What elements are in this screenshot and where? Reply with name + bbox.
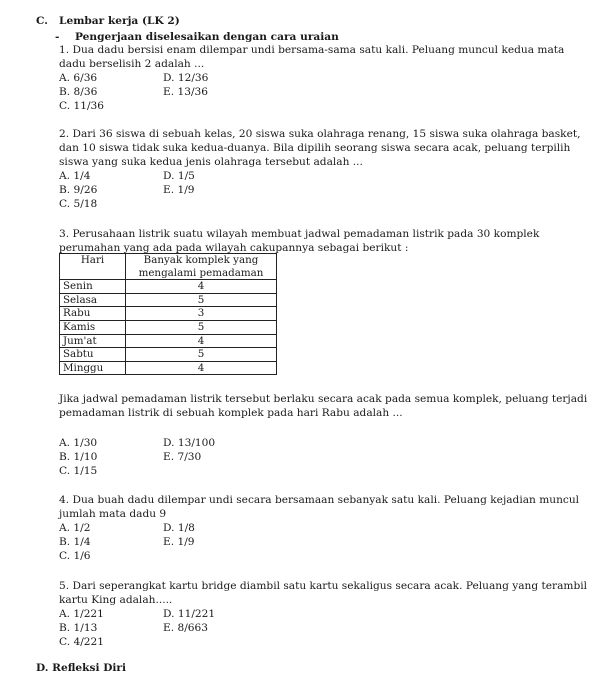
table-row: [60, 280, 277, 294]
table-row: [60, 348, 277, 362]
column-header-count-line2: mengalami pemadaman: [138, 266, 264, 279]
day-cell: Senin: [60, 280, 126, 294]
day-cell: Kamis: [60, 320, 126, 334]
table-row: [60, 334, 277, 348]
table-header-row: [60, 254, 277, 280]
section-subtitle: Pengerjaan diselesaikan dengan cara uraian: [75, 31, 339, 43]
option-c: C. 11/36: [59, 100, 104, 112]
count-cell: 5: [126, 320, 277, 334]
question-text: pemadaman listrik di sebuah komplek pada hari Rabu adalah ...: [59, 407, 403, 419]
next-section-title: D. Refleksi Diri: [36, 662, 127, 674]
option-d: D. 11/221: [163, 608, 216, 620]
option-d: D. 12/36: [163, 72, 209, 84]
day-cell: Rabu: [60, 307, 126, 321]
bullet: -: [55, 31, 60, 43]
question-text: dan 10 siswa tidak suka kedua-duanya. Bila dipilih seorang siswa secara acak, peluang terpilih: [59, 142, 571, 154]
question-text: 1. Dua dadu bersisi enam dilempar undi bersama-sama satu kali. Peluang muncul kedua mata: [59, 44, 565, 56]
question-text: dadu berselisih 2 adalah ...: [59, 58, 205, 70]
table-row: [60, 293, 277, 307]
question-text: Jika jadwal pemadaman listrik tersebut berlaku secara acak pada semua komplek, peluang terjadi: [59, 393, 588, 405]
question-text: perumahan yang ada pada wilayah cakupannya sebagai berikut :: [59, 242, 409, 254]
column-header-count-line1: Banyak komplek yang: [143, 254, 259, 266]
option-c: C. 1/15: [59, 465, 98, 477]
option-c: C. 4/221: [59, 636, 104, 648]
day-cell: Minggu: [60, 361, 126, 375]
question-text: 4. Dua buah dadu dilempar undi secara bersamaan sebanyak satu kali. Peluang kejadian muncul: [59, 494, 580, 506]
question-text: jumlah mata dadu 9: [59, 508, 167, 520]
option-d: D. 13/100: [163, 437, 216, 449]
option-b: B. 8/36: [59, 86, 98, 98]
option-d: D. 1/5: [163, 170, 195, 182]
day-cell: Sabtu: [60, 348, 126, 362]
question-text: kartu King adalah.....: [59, 594, 173, 606]
option-e: E. 7/30: [163, 451, 202, 463]
section-label: C.: [36, 15, 48, 27]
schedule-table: [59, 253, 277, 375]
question-text: 3. Perusahaan listrik suatu wilayah membuat jadwal pemadaman listrik pada 30 komplek: [59, 228, 540, 240]
table-row: [60, 307, 277, 321]
option-c: C. 1/6: [59, 550, 91, 562]
count-cell: 4: [126, 361, 277, 375]
section-title: Lembar kerja (LK 2): [59, 15, 180, 27]
table-row: [60, 361, 277, 375]
option-b: B. 1/4: [59, 536, 91, 548]
count-cell: 5: [126, 348, 277, 362]
day-cell: Jum'at: [60, 334, 126, 348]
option-e: E. 1/9: [163, 536, 195, 548]
option-e: E. 13/36: [163, 86, 208, 98]
question-text: 5. Dari seperangkat kartu bridge diambil satu kartu sekaligus secara acak. Peluang yang terambil: [59, 580, 588, 592]
count-cell: 5: [126, 293, 277, 307]
count-cell: 3: [126, 307, 277, 321]
option-a: A. 1/2: [59, 522, 91, 534]
question-text: siswa yang suka kedua jenis olahraga tersebut adalah ...: [59, 156, 363, 168]
question-text: 2. Dari 36 siswa di sebuah kelas, 20 siswa suka olahraga renang, 15 siswa suka olahraga basket,: [59, 128, 581, 140]
option-b: B. 1/13: [59, 622, 98, 634]
option-b: B. 9/26: [59, 184, 98, 196]
option-a: A. 1/221: [59, 608, 104, 620]
option-b: B. 1/10: [59, 451, 98, 463]
count-cell: 4: [126, 280, 277, 294]
option-a: A. 1/4: [59, 170, 91, 182]
option-a: A. 6/36: [59, 72, 98, 84]
option-a: A. 1/30: [59, 437, 98, 449]
option-c: C. 5/18: [59, 198, 98, 210]
column-header-count: [126, 254, 277, 280]
option-d: D. 1/8: [163, 522, 195, 534]
column-header-day: Hari: [60, 254, 126, 280]
day-cell: Selasa: [60, 293, 126, 307]
option-e: E. 8/663: [163, 622, 208, 634]
option-e: E. 1/9: [163, 184, 195, 196]
table-row: [60, 320, 277, 334]
count-cell: 4: [126, 334, 277, 348]
